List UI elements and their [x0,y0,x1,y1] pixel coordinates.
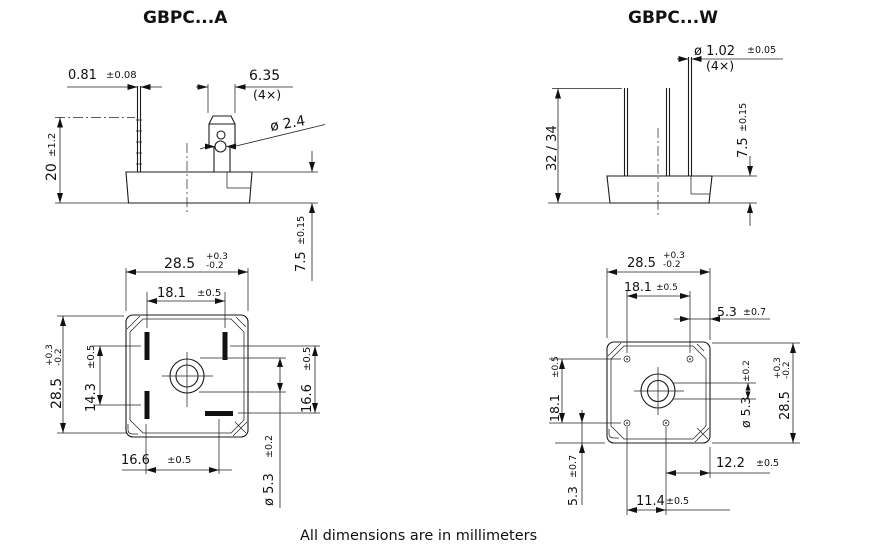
svg-text:6.35: 6.35 [249,68,281,84]
title-gbpc-a: GBPC...A [143,8,228,28]
svg-text:18.1: 18.1 [157,286,186,301]
dim-w-lead-edge-top [674,304,770,322]
dim-w-lead-edge-bottom [555,410,605,506]
w-corner-chamfer-tl [608,343,621,356]
dim-w-mount-hole [673,360,756,428]
svg-text:(4×): (4×) [706,58,735,73]
w-body-notch [691,176,710,194]
svg-text:±0.5: ±0.5 [666,496,690,507]
dim-w-body-width-right [712,343,800,443]
svg-text:±0.2: ±0.2 [742,360,752,382]
a-corner-chamfer-tl [127,316,140,329]
a-tab-ticks [136,120,142,164]
a-slot-top-left [145,332,150,360]
dim-a-terminal-span-h [147,286,225,328]
svg-text:±0.5: ±0.5 [86,344,97,369]
svg-text:14.3: 14.3 [84,383,99,412]
svg-text:11.4: 11.4 [636,494,665,509]
dim-a-body-width-left [45,316,127,433]
dim-a-base-height [250,151,319,281]
w-body-outline [607,176,712,203]
svg-text:7.5: 7.5 [736,137,751,158]
svg-text:±0.05: ±0.05 [747,45,777,56]
a-tab-terminal [138,86,141,172]
svg-text:16.6: 16.6 [300,384,315,413]
svg-text:±0.08: ±0.08 [106,70,137,81]
dim-w-lead-span-v [547,356,621,423]
svg-text:±0.5: ±0.5 [551,356,561,378]
svg-text:18.1: 18.1 [547,394,562,422]
footer-units-note: All dimensions are in millimeters [300,528,538,544]
w-lead-middle [667,88,670,176]
svg-text:5.3: 5.3 [565,486,580,506]
dim-a-tab-thickness [67,68,162,90]
svg-text:-0.2: -0.2 [206,261,224,271]
w-lead-right [689,57,692,176]
svg-text:ø 5.3: ø 5.3 [738,396,753,428]
a-slot-bottom-left [145,391,150,419]
svg-text:28.5: 28.5 [627,256,656,271]
w-corner-relief-bl [609,429,619,438]
view-gbpc-w-side [545,44,783,226]
a-mount-hole-crosshair [162,352,213,407]
svg-text:16.6: 16.6 [121,453,150,468]
svg-text:7.5: 7.5 [294,251,309,272]
svg-text:ø 1.02: ø 1.02 [694,44,736,59]
svg-text:+0.3: +0.3 [45,344,55,366]
w-lead-left [625,88,628,176]
svg-text:±0.7: ±0.7 [568,454,579,478]
dim-a-faston-width [196,68,293,113]
svg-text:-0.2: -0.2 [663,260,681,270]
a-body-notch [227,172,250,188]
dim-a-body-width-top [126,252,248,311]
svg-text:±0.5: ±0.5 [302,346,313,371]
svg-text:ø 5.3: ø 5.3 [262,473,277,506]
dim-a-terminal-span-v [84,345,141,412]
title-gbpc-w: GBPC...W [628,8,718,28]
svg-text:28.5: 28.5 [49,377,65,409]
a-slot-bottom-right [205,411,233,416]
svg-text:±0.7: ±0.7 [743,307,767,318]
dim-a-terminal-span-right [230,346,320,413]
a-slot-top-right [223,332,228,360]
dim-w-base-height [709,103,757,226]
svg-text:18.1: 18.1 [624,279,652,294]
a-faston-lower-hole [215,141,226,152]
a-body-outline [126,172,252,203]
svg-text:±1.2: ±1.2 [47,132,58,157]
svg-text:(4×): (4×) [253,87,282,102]
svg-text:32 / 34: 32 / 34 [545,125,560,171]
dim-w-lead-length [545,89,622,204]
dim-w-body-width-top [607,251,710,340]
svg-text:+0.3: +0.3 [663,251,685,261]
dim-w-lead-offset-center [627,427,730,515]
svg-text:ø 2.4: ø 2.4 [268,113,307,135]
w-package-outline [607,342,710,443]
svg-text:±0.2: ±0.2 [264,434,275,458]
w-corner-mark-tr [697,344,704,351]
view-gbpc-a-bottom [45,252,320,508]
svg-text:28.5: 28.5 [164,256,196,272]
svg-text:±0.15: ±0.15 [738,102,749,132]
svg-text:12.2: 12.2 [716,456,745,471]
svg-text:0.81: 0.81 [68,68,97,83]
svg-text:±0.5: ±0.5 [756,458,780,469]
a-faston-upper-hole [217,131,225,139]
svg-text:28.5: 28.5 [778,391,793,420]
a-corner-relief-bl [128,424,138,434]
svg-text:-0.2: -0.2 [54,348,64,366]
view-gbpc-w-bottom [547,251,800,515]
svg-text:5.3: 5.3 [717,304,737,319]
svg-text:±0.5: ±0.5 [197,288,222,299]
svg-text:20: 20 [44,163,60,181]
a-faston-outline [209,116,235,172]
dim-a-overall-height [44,118,135,204]
dim-w-lead-diameter [677,44,783,73]
view-gbpc-a-side [44,68,325,281]
svg-text:±0.15: ±0.15 [296,215,307,245]
svg-text:+0.3: +0.3 [206,252,228,262]
svg-text:+0.3: +0.3 [773,357,783,379]
svg-text:±0.5: ±0.5 [167,455,192,466]
svg-text:±0.5: ±0.5 [656,283,678,293]
svg-text:-0.2: -0.2 [782,361,792,379]
